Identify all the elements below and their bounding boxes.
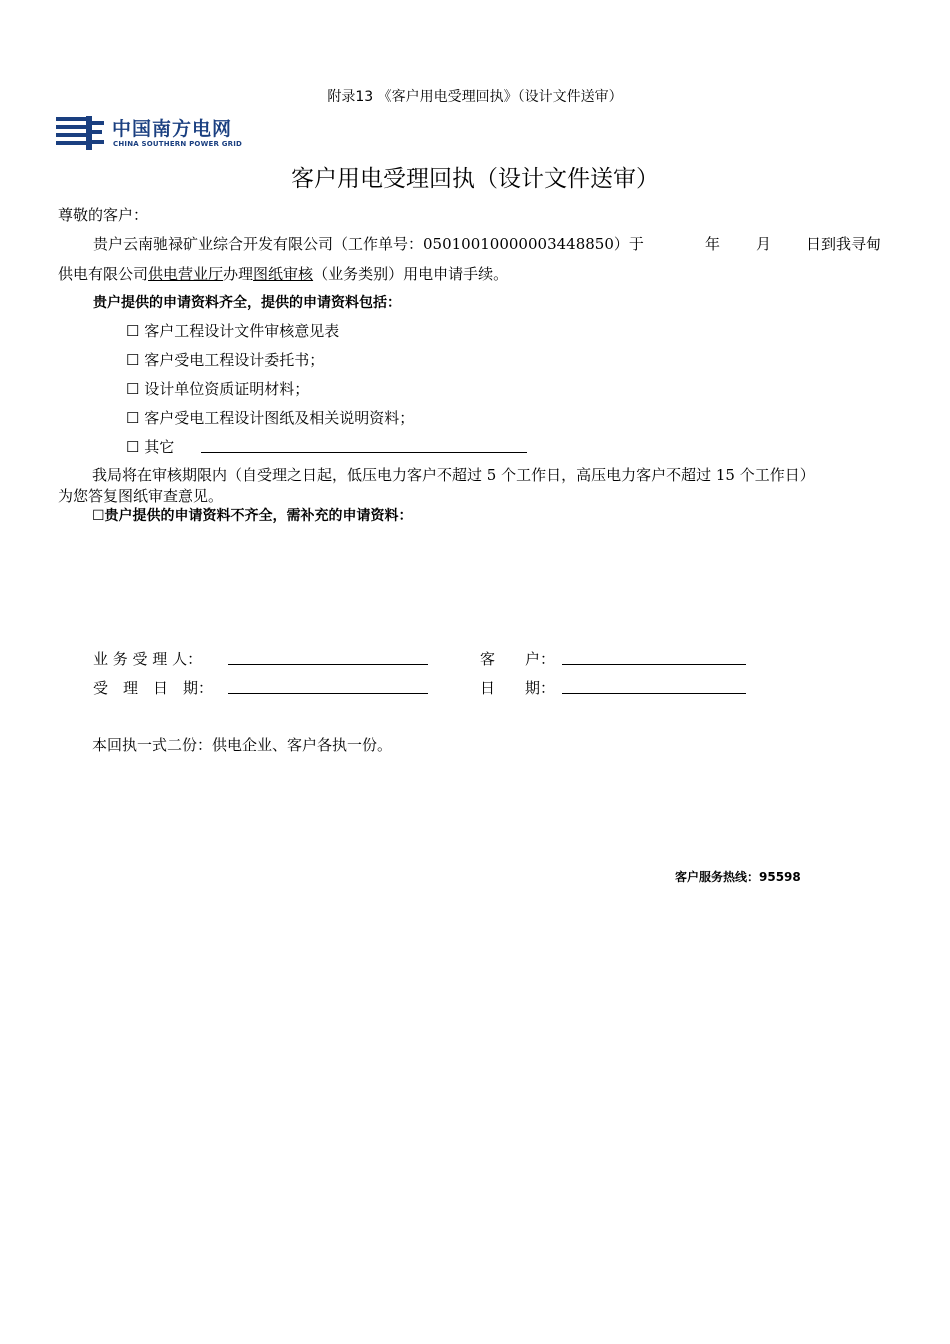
accept-date-line[interactable] — [228, 693, 428, 694]
customer-signature-line[interactable] — [562, 664, 746, 665]
accept-date-label: 受 理 日 期： — [93, 679, 214, 697]
complete-heading: 贵户提供的申请资料齐全，提供的申请资料包括： — [93, 295, 401, 311]
intro-month: 月 — [756, 235, 772, 253]
review-text-2: 为您答复图纸审查意见。 — [58, 487, 224, 505]
intro-year: 年 — [705, 235, 721, 253]
material-item: ☐ 设计单位资质证明材料； — [126, 380, 310, 398]
checkbox-icon[interactable]: ☐ — [126, 322, 140, 340]
material-item: ☐ 客户受电工程设计委托书； — [126, 351, 325, 369]
intro-line-2 — [58, 263, 508, 284]
greeting: 尊敬的客户： — [58, 206, 149, 224]
date-line[interactable] — [562, 693, 746, 694]
appendix-note: 附录13 《客户用电受理回执》（设计文件送审） — [327, 89, 623, 105]
checkbox-icon[interactable]: ☐ — [126, 409, 140, 427]
handler-label: 业 务 受 理 人： — [93, 650, 203, 668]
company-logo — [56, 114, 266, 152]
date-label: 日 期： — [480, 679, 556, 697]
logo-en-text: CHINA SOUTHERN POWER GRID — [113, 140, 243, 148]
intro-prefix: 贵户云南驰禄矿业综合开发有限公司（工作单号：0501001000000344​8850）于 — [93, 235, 644, 253]
intro-day-suffix: 日到我寻甸 — [806, 235, 882, 253]
material-item: ☐ 客户受电工程设计图纸及相关说明资料； — [126, 409, 415, 427]
power-grid-logo-icon — [56, 116, 104, 150]
material-item: ☐ 客户工程设计文件审核意见表 — [126, 322, 340, 340]
logo-cn-text: 中国南方电网 — [112, 118, 233, 140]
handler-signature-line[interactable] — [228, 664, 428, 665]
review-text-1: 我局将在审核期限内（自受理之日起，低压电力客户不超过 5 个工作日，高压电力客户不超过 15 个工作日） — [92, 466, 815, 484]
business-type: 图纸审核 — [253, 265, 314, 283]
copies-note: 本回执一式二份：供电企业、客户各执一份。 — [92, 736, 393, 754]
service-hotline: 客户服务热线：95598 — [675, 870, 801, 884]
checkbox-icon[interactable]: ☐ — [126, 351, 140, 369]
intro-handle: 办理 — [223, 265, 254, 283]
customer-label: 客 户： — [480, 650, 556, 668]
intro-suffix: （业务类别）用电申请手续。 — [313, 265, 509, 283]
service-hall: 供电营业厅 — [148, 265, 224, 283]
document-title: 客户用电受理回执（设计文件送审） — [291, 166, 659, 192]
checkbox-icon[interactable]: ☐ — [126, 380, 140, 398]
checkbox-icon[interactable]: ☐ — [126, 438, 140, 456]
material-item-other: ☐ 其它 — [126, 438, 175, 456]
intro-company: 供电有限公司 — [58, 265, 149, 283]
other-fill-line[interactable] — [201, 452, 527, 453]
incomplete-heading: ☐贵户提供的申请资料不齐全，需补充的申请资料： — [92, 508, 413, 524]
